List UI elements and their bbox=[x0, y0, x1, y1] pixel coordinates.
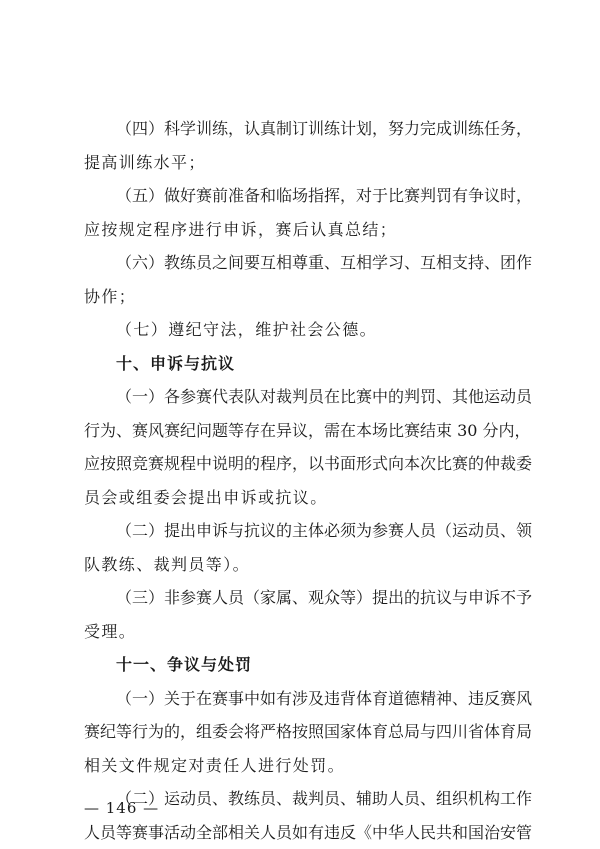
section-heading: 十、申诉与抗议 bbox=[84, 347, 528, 381]
paragraph-line: （五）做好赛前准备和临场指挥，对于比赛判罚有争议时， bbox=[84, 179, 528, 213]
section-heading: 十一、争议与处罚 bbox=[84, 648, 528, 682]
paragraph-line: （二）运动员、教练员、裁判员、辅助人员、组织机构工作 bbox=[84, 782, 528, 816]
paragraph-line: （四）科学训练，认真制订训练计划，努力完成训练任务， bbox=[84, 112, 528, 146]
paragraph-line: 员会或组委会提出申诉或抗议。 bbox=[84, 481, 528, 515]
paragraph-line: 协作； bbox=[84, 280, 528, 314]
paragraph-line: （一）各参赛代表队对裁判员在比赛中的判罚、其他运动员 bbox=[84, 380, 528, 414]
paragraph-line: 相关文件规定对责任人进行处罚。 bbox=[84, 749, 528, 783]
paragraph-line: （七）遵纪守法，维护社会公德。 bbox=[84, 313, 528, 347]
page-number: — 146 — bbox=[84, 798, 159, 818]
paragraph-line: （二）提出申诉与抗议的主体必须为参赛人员（运动员、领 bbox=[84, 514, 528, 548]
document-body bbox=[84, 112, 528, 849]
paragraph-line: （一）关于在赛事中如有涉及违背体育道德精神、违反赛风 bbox=[84, 682, 528, 716]
paragraph-line: 提高训练水平； bbox=[84, 146, 528, 180]
paragraph-line: 受理。 bbox=[84, 615, 528, 649]
paragraph-line: （三）非参赛人员（家属、观众等）提出的抗议与申诉不予 bbox=[84, 581, 528, 615]
paragraph-line: 赛纪等行为的，组委会将严格按照国家体育总局与四川省体育局 bbox=[84, 715, 528, 749]
paragraph-line: 应按照竞赛规程中说明的程序，以书面形式向本次比赛的仲裁委 bbox=[84, 447, 528, 481]
paragraph-line: 行为、赛风赛纪问题等存在异议，需在本场比赛结束 30 分内， bbox=[84, 414, 528, 448]
paragraph-line: 人员等赛事活动全部相关人员如有违反《中华人民共和国治安管 bbox=[84, 816, 528, 849]
paragraph-line: （六）教练员之间要互相尊重、互相学习、互相支持、团作 bbox=[84, 246, 528, 280]
paragraph-line: 应按规定程序进行申诉，赛后认真总结； bbox=[84, 213, 528, 247]
paragraph-line: 队教练、裁判员等）。 bbox=[84, 548, 528, 582]
